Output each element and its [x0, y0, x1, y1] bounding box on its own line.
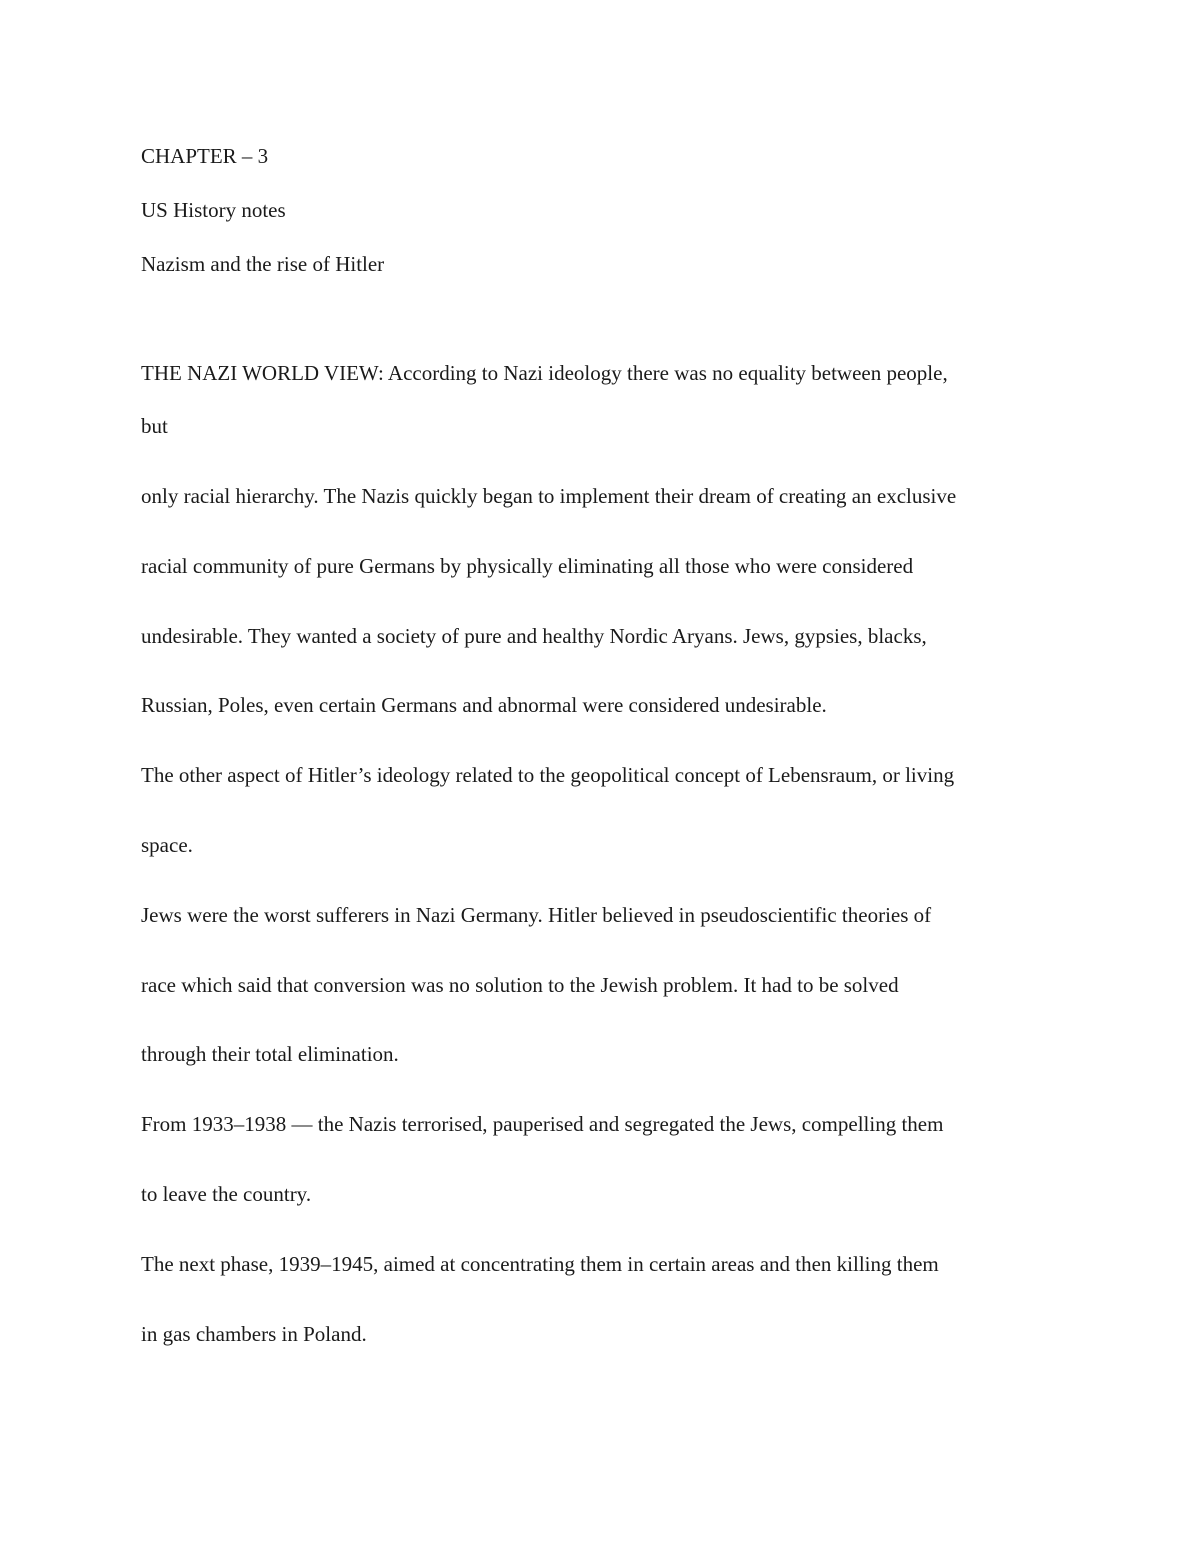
body-line: The other aspect of Hitler’s ideology related to the geopolitical concept of Lebensraum, or living	[141, 763, 955, 787]
body-line: Jews were the worst sufferers in Nazi Germany. Hitler believed in pseudoscientific theories of	[141, 903, 932, 927]
body-line: Russian, Poles, even certain Germans and abnormal were considered undesirable.	[141, 693, 827, 717]
body-line: to leave the country.	[141, 1182, 312, 1206]
topic-title: Nazism and the rise of Hitler	[141, 252, 385, 276]
body-line: in gas chambers in Poland.	[141, 1322, 367, 1346]
body-line: racial community of pure Germans by physically eliminating all those who were considered	[141, 554, 914, 578]
body-line: only racial hierarchy. The Nazis quickly began to implement their dream of creating an exclusive	[141, 484, 957, 508]
body-line: through their total elimination.	[141, 1042, 399, 1066]
chapter-heading: CHAPTER – 3	[141, 144, 269, 168]
body-line: THE NAZI WORLD VIEW: According to Nazi ideology there was no equality between people,	[141, 361, 948, 385]
body-line: undesirable. They wanted a society of pure and healthy Nordic Aryans. Jews, gypsies, blacks,	[141, 624, 927, 648]
subject-line: US History notes	[141, 198, 286, 222]
body-line: The next phase, 1939–1945, aimed at concentrating them in certain areas and then killing them	[141, 1252, 939, 1276]
body-line: race which said that conversion was no solution to the Jewish problem. It had to be solved	[141, 973, 899, 997]
body-line: From 1933–1938 — the Nazis terrorised, pauperised and segregated the Jews, compelling them	[141, 1112, 944, 1136]
body-line: but	[141, 414, 168, 438]
body-line: space.	[141, 833, 193, 857]
